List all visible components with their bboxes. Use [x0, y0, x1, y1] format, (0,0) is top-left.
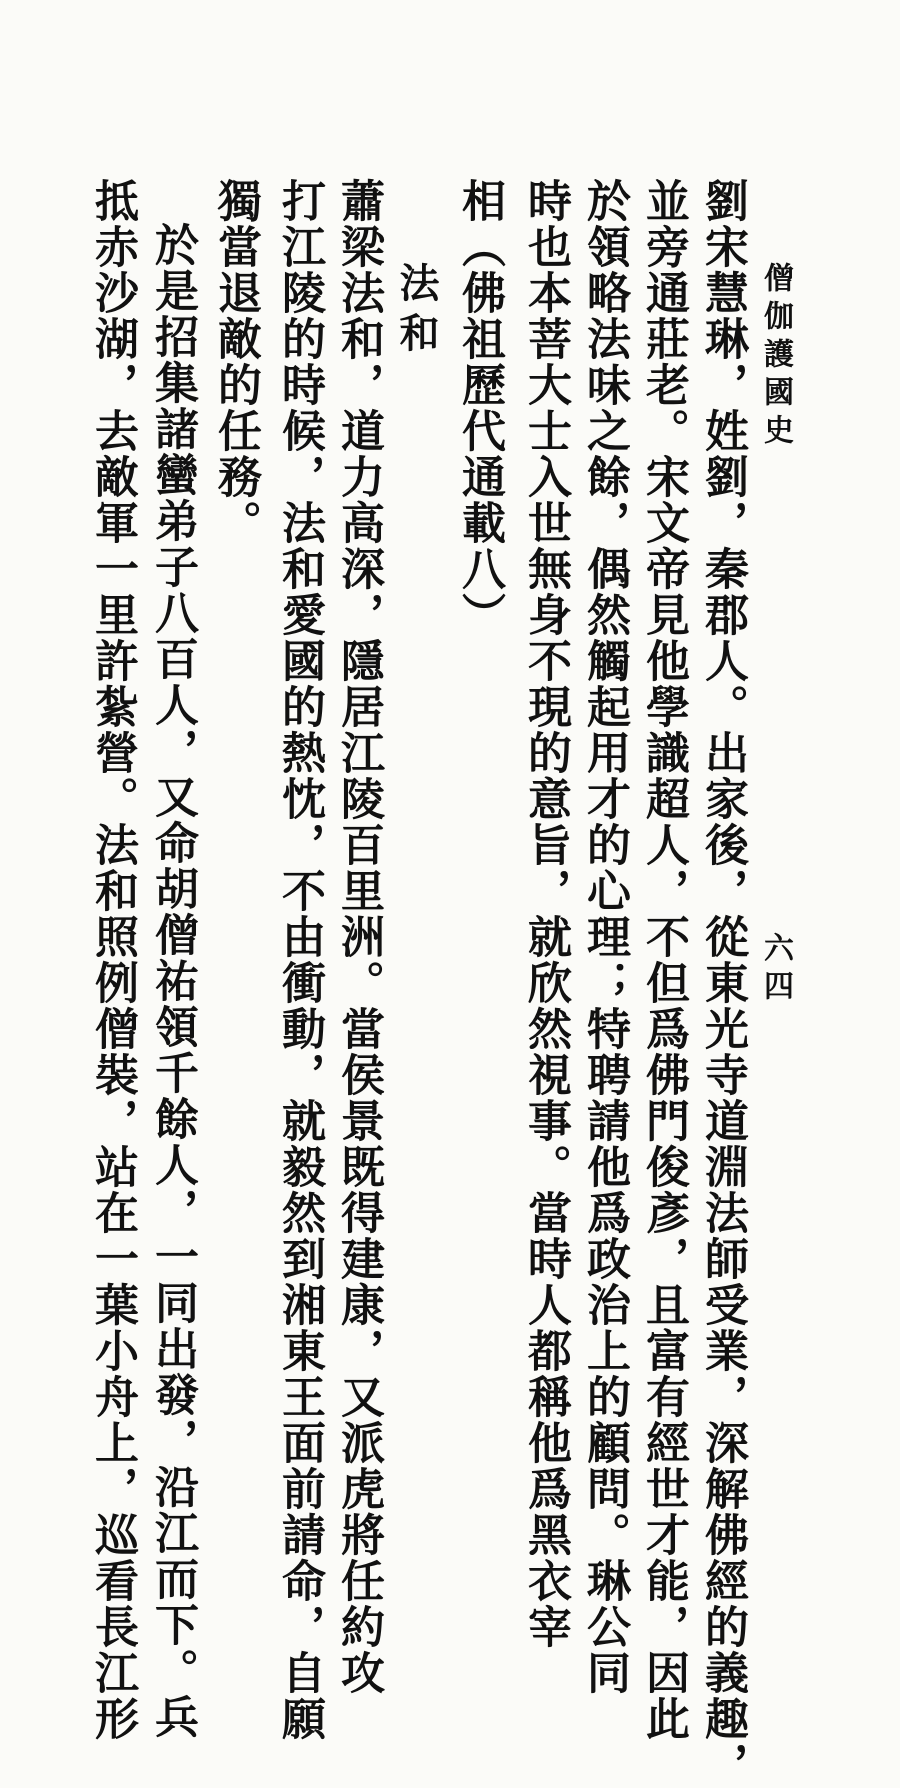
- running-title: 僧伽護國史: [758, 262, 793, 452]
- text-column: 時也本菩大士入世無身不現的意旨，就欣然視事。當時人都稱他爲黑衣宰: [520, 178, 571, 1650]
- text-column: 並旁通莊老。宋文帝見他學識超人，不但爲佛門俊彥，且富有經世才能，因此: [638, 178, 689, 1742]
- text-column: 獨當退敵的任務。: [210, 178, 261, 546]
- text-column: 打江陵的時候，法和愛國的熱忱，不由衝動，就毅然到湘東王面前請命，自願: [274, 178, 325, 1742]
- text-column: 抵赤沙湖，去敵軍一里許紮營。法和照例僧裝，站在一葉小舟上，巡看長江形: [87, 178, 138, 1742]
- text-column: 於是招集諸蠻弟子八百人，又命胡僧祐領千餘人，一同出發，沿江而下。兵: [147, 222, 198, 1740]
- text-column: 於領略法味之餘，偶然觸起用才的心理；特聘請他爲政治上的顧問。琳公同: [579, 178, 630, 1696]
- text-column: 劉宋慧琳，姓劉，秦郡人。出家後，從東光寺道淵法師受業，深解佛經的義趣，: [697, 178, 748, 1788]
- section-heading: 法和: [393, 262, 440, 362]
- page-number: 六四: [758, 932, 793, 1008]
- text-column: 蕭梁法和，道力高深，隱居江陵百里洲。當侯景既得建康，又派虎將任約攻: [333, 178, 384, 1696]
- text-column: 相（佛祖歷代通載八）: [454, 178, 505, 638]
